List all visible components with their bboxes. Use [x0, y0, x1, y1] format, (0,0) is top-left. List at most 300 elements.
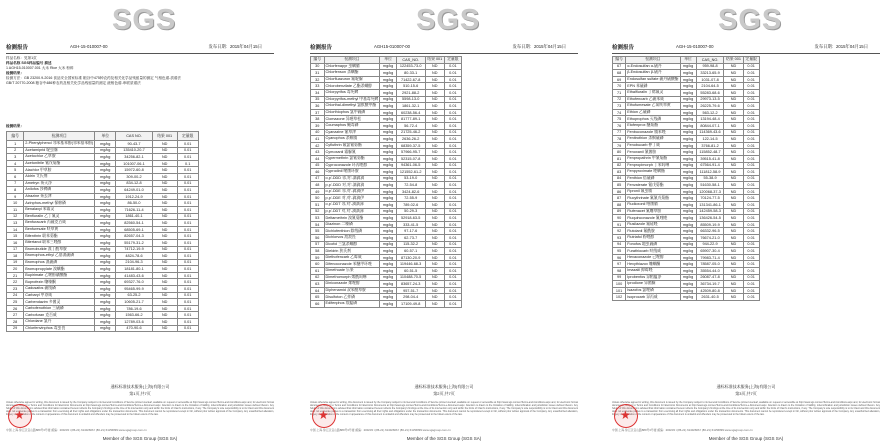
row-number: 25 [7, 299, 24, 306]
table-row [7, 312, 199, 319]
unit: mg/kg [95, 141, 116, 148]
row-number: 39 [311, 122, 325, 129]
table-row [311, 155, 462, 162]
analyte-name: Fludioxonil 咯菌腈 [626, 202, 680, 209]
row-number: 83 [613, 169, 626, 176]
table-row [613, 129, 760, 136]
limit-of-quantitation: 0.01 [743, 195, 759, 202]
col-header: 编号 [7, 132, 24, 141]
table-row [613, 83, 760, 90]
table-row [311, 300, 462, 307]
result-value: ND [724, 63, 743, 70]
table-row [7, 246, 199, 253]
table-row [613, 175, 760, 182]
result-value: ND [152, 213, 177, 220]
col-header: 编号 [311, 57, 325, 64]
cas-number: 12789-03-6 [116, 319, 152, 326]
result-value: ND [425, 175, 445, 182]
cas-number: 119446-68-3 [396, 261, 425, 268]
table-row [613, 70, 760, 77]
limit-of-quantitation: 0.01 [743, 274, 759, 281]
cas-number: 56-72-4 [396, 122, 425, 129]
cas-number: 41483-43-6 [116, 272, 152, 279]
cas-number: 79983-71-4 [696, 254, 724, 261]
row-number: 16 [7, 239, 24, 246]
table-row [7, 173, 199, 180]
result-value: ND [724, 103, 743, 110]
table-row [311, 76, 462, 83]
unit: mg/kg [680, 169, 696, 176]
report-title: 检测报告 [310, 45, 333, 51]
analyte-name: Chlordane 氯丹 [24, 319, 95, 326]
cas-number: 26225-79-6 [696, 103, 724, 110]
disclaimer-text: Unless otherwise agreed in writing, this document is issued by the Company subject to its General Conditions of Service printed overleaf, available on request or accessible at http://www.sgs.com/en/Terms-and-Conditions.aspx and, for electronic format documents, subject to Terms and Conditions for Electronic Documents at http://www.sgs.com/en/Terms-and-Conditions/Terms-e-Document.aspx. Attention is drawn to the limitation of liability, indemnification and jurisdiction issues defined therein. Any holder of this document is advised that information contained hereon reflects the Company's findings at the time of its intervention only and within the limits of Client's instructions, if any. The Company's sole responsibility is to its Client and this document does not exonerate parties to a transaction from exercising all their rights and obligations under the transaction documents. This document cannot be reproduced except in full, without prior written approval of the Company. Any unauthorized alteration, forgery or falsification of the content or appearance of this document is unlawful and offenders may be prosecuted to the fullest extent of the law. [6, 401, 274, 416]
result-value: ND [425, 248, 445, 255]
analyte-name: Bifenthrin 联苯菊酯 [24, 233, 95, 240]
cas-number: 55283-68-6 [696, 89, 724, 96]
table-row [613, 182, 760, 189]
cas-number: 17109-49-8 [396, 300, 425, 307]
result-value: ND [152, 266, 177, 273]
limit-of-quantitation: 0.01 [743, 76, 759, 83]
unit: mg/kg [680, 235, 696, 242]
table-row [613, 149, 760, 156]
analyte-name: 2-Phenylphenol 邻苯基苯酚(邻苯基苯酚) [25, 141, 94, 146]
table-row [7, 272, 199, 279]
analyte-name: Iprodione 异菌脲 [626, 281, 680, 288]
result-value: ND [724, 175, 743, 182]
table-row [311, 235, 462, 242]
sgs-logo: SGS [718, 4, 783, 36]
info-line: 样品名称：见第1页 [6, 56, 37, 60]
analyte-name: Diniconazole 烯唑醇 [324, 281, 380, 288]
analyte-name: Chlorfenson 杀螨酯 [324, 70, 380, 77]
row-number: 33 [311, 83, 325, 90]
cas-number: 1912-24-9 [116, 193, 152, 200]
table-row [311, 241, 462, 248]
result-value: ND [425, 76, 445, 83]
limit-of-quantitation: 0.1 [177, 160, 198, 167]
cas-number: 66332-96-5 [696, 228, 724, 235]
sgs-logo: SGS [112, 4, 177, 36]
analyte-name: Coumaphos 蝇毒磷 [324, 122, 380, 129]
row-number: 13 [7, 220, 24, 227]
unit: mg/kg [95, 233, 116, 240]
cas-number: 510-15-6 [396, 83, 425, 90]
unit: mg/kg [95, 325, 116, 332]
limit-of-quantitation: 0.01 [177, 319, 198, 326]
result-value: ND [425, 254, 445, 261]
row-number: 48 [311, 182, 325, 189]
unit: mg/kg [380, 235, 397, 242]
row-number: 44 [311, 155, 325, 162]
unit: mg/kg [95, 160, 116, 167]
analyte-name: Carbofuran 克百威 [24, 312, 95, 319]
row-number: 7 [7, 180, 24, 187]
unit: mg/kg [680, 122, 696, 129]
result-value: ND [425, 122, 445, 129]
result-value: ND [724, 89, 743, 96]
limit-of-quantitation: 0.01 [177, 286, 198, 293]
result-value: ND [152, 220, 177, 227]
unit: mg/kg [680, 96, 696, 103]
analyte-name: Hexaconazole 己唑醇 [626, 254, 680, 261]
col-header: CAS_NO. [696, 57, 724, 64]
analyte-name: Anilofos 莎稗磷 [24, 187, 95, 194]
report-number: AGH15-010007-00 [374, 44, 411, 49]
analyte-name: Fenpropimorph 丁苯吗啉 [626, 162, 680, 169]
info-line: 样品名称 SGS样品编号 描述 [6, 61, 52, 65]
row-number: 99 [613, 274, 626, 281]
unit: mg/kg [95, 200, 116, 207]
unit: mg/kg [680, 208, 696, 215]
unit: mg/kg [95, 147, 116, 154]
row-number: 14 [7, 226, 24, 233]
analyte-name: Diazinon 二嗪磷 [324, 221, 380, 228]
table-row [311, 122, 462, 129]
unit: mg/kg [380, 149, 397, 156]
result-value: ND [425, 103, 445, 110]
result-value: ND [724, 136, 743, 143]
cas-number: 15972-60-8 [116, 167, 152, 174]
analyte-name: Aldrin 艾氏剂 [24, 173, 95, 180]
result-value: ND [724, 182, 743, 189]
unit: mg/kg [95, 272, 116, 279]
table-row [613, 202, 760, 209]
row-number: 37 [311, 109, 325, 116]
result-value: ND [724, 109, 743, 116]
limit-of-quantitation: 0.01 [445, 248, 462, 255]
row-number: 94 [613, 241, 626, 248]
analyte-name: Hexythiazox 噻螨酮 [626, 261, 680, 268]
report-date: 发布日期：2015年04月15日 [814, 44, 868, 49]
limit-of-quantitation: 0.01 [743, 129, 759, 136]
cas-number: 2104-64-5 [696, 83, 724, 90]
unit: mg/kg [380, 228, 397, 235]
row-number: 34 [311, 89, 325, 96]
table-row [311, 70, 462, 77]
result-value: ND [724, 294, 743, 301]
table-row [7, 200, 199, 207]
unit: mg/kg [680, 228, 696, 235]
limit-of-quantitation: 0.01 [445, 96, 462, 103]
limit-of-quantitation: 0.01 [177, 187, 198, 194]
table-row [7, 180, 199, 187]
result-value: ND [152, 180, 177, 187]
analyte-name: Fenobucarb 仲丁威 [626, 142, 680, 149]
table-row [311, 248, 462, 255]
col-header: 结果 001 [724, 57, 743, 64]
analyte-name: Dichlofenthion 除线磷 [324, 228, 380, 235]
cas-number: 1861-32-1 [396, 103, 425, 110]
analyte-name: Bromobutide 溴丁酰草胺 [24, 246, 95, 253]
row-number: 69 [613, 76, 626, 83]
header-rule [6, 53, 274, 54]
unit: mg/kg [380, 215, 397, 222]
row-number: 80 [613, 149, 626, 156]
result-value: ND [724, 195, 743, 202]
cas-number: 298-04-4 [396, 294, 425, 301]
analyte-name: α-Endosulfan α-硫丹 [626, 63, 680, 70]
col-header: CAS NO. [116, 132, 152, 141]
table-row [613, 63, 760, 70]
unit: mg/kg [380, 248, 397, 255]
limit-of-quantitation: 0.01 [177, 272, 198, 279]
analyte-name: Benfuracarb 丙硫克百威 [24, 220, 95, 227]
limit-of-quantitation: 0.01 [743, 70, 759, 77]
row-number: 85 [613, 182, 626, 189]
row-number: 76 [613, 122, 626, 129]
row-number: 40 [311, 129, 325, 136]
star-icon: ★ [318, 408, 329, 422]
cas-number: 80-33-1 [396, 70, 425, 77]
col-header: 结果 001 [425, 57, 445, 64]
cas-number: 86-50-0 [116, 200, 152, 207]
cas-number: 2636-26-2 [396, 136, 425, 143]
col-header: 检测项目 [324, 57, 380, 64]
analyte-name: Cyanazine 氰草津 [324, 129, 380, 136]
info-line: GB/T 20770-2008 粮谷中486种农药及相关化学品残留量的测定 液相色谱-串联质谱法 [6, 81, 141, 85]
unit: mg/kg [680, 281, 696, 288]
row-number: 9 [7, 193, 24, 200]
analyte-name: Atrazine 莠去津 [24, 193, 95, 200]
result-value: ND [724, 208, 743, 215]
limit-of-quantitation: 0.01 [445, 294, 462, 301]
limit-of-quantitation: 0.01 [743, 109, 759, 116]
limit-of-quantitation: 0.01 [177, 292, 198, 299]
row-number: 50 [311, 195, 325, 202]
table-row [311, 188, 462, 195]
result-value: ND [724, 268, 743, 275]
limit-of-quantitation: 0.01 [445, 241, 462, 248]
row-number: 96 [613, 254, 626, 261]
table-row [7, 266, 199, 273]
analyte-name: Fluquinconazole 氟喹唑 [626, 215, 680, 222]
table-row [7, 233, 199, 240]
row-number: 45 [311, 162, 325, 169]
limit-of-quantitation: 0.01 [445, 195, 462, 202]
result-value: ND [425, 241, 445, 248]
report-header [6, 43, 274, 51]
limit-of-quantitation: 0.01 [743, 287, 759, 294]
row-number: 53 [311, 215, 325, 222]
unit: mg/kg [95, 299, 116, 306]
row-number: 54 [311, 221, 325, 228]
table-row [311, 129, 462, 136]
limit-of-quantitation: 0.01 [177, 246, 198, 253]
analyte-name: Cyproconazole 环丙唑醇 [324, 162, 380, 169]
unit: mg/kg [380, 116, 397, 123]
cas-number: 62-73-7 [396, 235, 425, 242]
unit: mg/kg [680, 109, 696, 116]
cas-number: 13194-48-4 [696, 116, 724, 123]
row-number: 87 [613, 195, 626, 202]
unit: mg/kg [95, 319, 116, 326]
table-row [7, 187, 199, 194]
limit-of-quantitation: 0.01 [445, 103, 462, 110]
unit: mg/kg [380, 182, 397, 189]
result-value: ND [724, 129, 743, 136]
results-table [6, 131, 199, 332]
table-row [311, 254, 462, 261]
limit-of-quantitation: 0.01 [445, 136, 462, 143]
report-page-1 [2, 0, 278, 441]
member-line: Member of the SGS Group (SGS SA) [102, 436, 178, 441]
cas-number: 70124-77-5 [696, 195, 724, 202]
analyte-name: o,p'-DDT 邻,对'-滴滴涕 [324, 202, 380, 209]
analyte-name: EPN 苯硫磷 [626, 83, 680, 90]
report-title: 检测报告 [612, 45, 635, 51]
red-seal-stamp [8, 404, 32, 428]
unit: mg/kg [380, 96, 397, 103]
cas-number: 563-12-2 [696, 109, 724, 116]
result-value: ND [152, 233, 177, 240]
row-number: 68 [613, 70, 626, 77]
row-number: 62 [311, 274, 325, 281]
row-number: 30 [311, 63, 325, 70]
limit-of-quantitation: 0.01 [743, 294, 759, 301]
row-number: 36 [311, 103, 325, 110]
table-row [7, 206, 199, 213]
row-number: 63 [311, 281, 325, 288]
limit-of-quantitation: 0.01 [177, 220, 198, 227]
limit-of-quantitation: 0.01 [445, 202, 462, 209]
result-value: ND [152, 292, 177, 299]
analyte-name: Acetamiprid 啶虫脒 [24, 147, 95, 154]
table-row [613, 241, 760, 248]
cas-number: 33213-65-9 [696, 70, 724, 77]
unit: mg/kg [380, 268, 397, 275]
report-header [310, 43, 578, 51]
table-row [7, 279, 199, 286]
analyte-name: Carbendazim 多菌灵 [24, 299, 95, 306]
analyte-name: Cymoxanil 霜脲氰 [324, 149, 380, 156]
red-seal-stamp [312, 404, 336, 428]
table-row [7, 259, 199, 266]
analyte-name: Chlorpyrifos-methyl 甲基毒死蜱 [325, 96, 379, 101]
col-header: 定量限 [177, 132, 198, 141]
row-number: 23 [7, 286, 24, 293]
result-value: ND [425, 235, 445, 242]
limit-of-quantitation: 0.01 [445, 235, 462, 242]
analyte-name: Cypermethrin 氯氰菊酯 [324, 155, 380, 162]
limit-of-quantitation: 0.01 [743, 96, 759, 103]
unit: mg/kg [380, 129, 397, 136]
analyte-name: Fenbuconazole 腈苯唑 [626, 129, 680, 136]
analyte-name: Azinphos-methyl 保棉磷 [24, 200, 95, 207]
result-value: ND [425, 300, 445, 307]
table-row [7, 299, 199, 306]
unit: mg/kg [95, 173, 116, 180]
limit-of-quantitation: 0.01 [743, 175, 759, 182]
cas-number: 71626-11-4 [116, 206, 152, 213]
cas-number: 82657-04-3 [116, 233, 152, 240]
results-label: 检测结果： [6, 124, 24, 128]
unit: mg/kg [680, 254, 696, 261]
table-row [7, 253, 199, 260]
unit: mg/kg [680, 268, 696, 275]
row-number: 43 [311, 149, 325, 156]
row-number: 17 [7, 246, 24, 253]
result-value: ND [152, 141, 177, 148]
limit-of-quantitation: 0.01 [445, 182, 462, 189]
unit: mg/kg [95, 286, 116, 293]
analyte-name: Diethofencarb 乙霉威 [324, 254, 380, 261]
result-value: ND [724, 235, 743, 242]
page-label: 第2页,共7页 [433, 391, 455, 396]
row-number: 90 [613, 215, 626, 222]
row-number: 88 [613, 202, 626, 209]
table-row [613, 103, 760, 110]
table-row [613, 155, 760, 162]
row-number: 31 [311, 70, 325, 77]
result-value: ND [724, 248, 743, 255]
analyte-name: Ethofencarb 乙硫苯威 [626, 96, 680, 103]
table-row [311, 103, 462, 110]
limit-of-quantitation: 0.01 [743, 83, 759, 90]
limit-of-quantitation: 0.01 [743, 221, 759, 228]
limit-of-quantitation: 0.01 [177, 266, 198, 273]
result-value: ND [724, 188, 743, 195]
cas-number: 82560-54-1 [116, 220, 152, 227]
report-number: AGH-15-010007-00 [70, 44, 108, 49]
cas-number: 51630-58-1 [696, 182, 724, 189]
analyte-name: Cyanophos 杀螟腈 [324, 136, 380, 143]
table-header-row [7, 132, 199, 141]
limit-of-quantitation: 0.01 [445, 142, 462, 149]
unit: mg/kg [95, 312, 116, 319]
red-seal-stamp [614, 404, 638, 428]
table-header-row [311, 57, 462, 64]
cas-number: 959-98-8 [696, 63, 724, 70]
address-line: 中国·上海·徐汇区宜山路889号3号楼 邮编：200233 t (86-21) 61402666 f (86-21) 61156899 www.sgsgroup.com.cn [612, 428, 753, 432]
result-value: ND [425, 136, 445, 143]
row-number: 61 [311, 268, 325, 275]
analyte-name: Ametryn 莠灭净 [24, 180, 95, 187]
row-number: 38 [311, 116, 325, 123]
row-number: 12 [7, 213, 24, 220]
table-row [613, 268, 760, 275]
table-row [311, 96, 462, 103]
cas-number: 122453-73-0 [396, 63, 425, 70]
disclaimer-text: Unless otherwise agreed in writing, this document is issued by the Company subject to its General Conditions of Service printed overleaf, available on request or accessible at http://www.sgs.com/en/Terms-and-Conditions.aspx and, for electronic format documents, subject to Terms and Conditions for Electronic Documents at http://www.sgs.com/en/Terms-and-Conditions/Terms-e-Document.aspx. Attention is drawn to the limitation of liability, indemnification and jurisdiction issues defined therein. Any holder of this document is advised that information contained hereon reflects the Company's findings at the time of its intervention only and within the limits of Client's instructions, if any. The Company's sole responsibility is to its Client and this document does not exonerate parties to a transaction from exercising all their rights and obligations under the transaction documents. This document cannot be reproduced except in full, without prior written approval of the Company. Any unauthorized alteration, forgery or falsification of the content or appearance of this document is unlawful and offenders may be prosecuted to the fullest extent of the law. [612, 401, 880, 416]
unit: mg/kg [380, 76, 397, 83]
row-number: 8 [7, 187, 24, 194]
result-value: ND [152, 167, 177, 174]
unit: mg/kg [380, 241, 397, 248]
analyte-name: Dichlorvos 敌敌畏 [324, 235, 380, 242]
table-row [311, 83, 462, 90]
limit-of-quantitation: 0.01 [743, 169, 759, 176]
row-number: 42 [311, 142, 325, 149]
analyte-name: Benalaxyl 苯霜灵 [24, 206, 95, 213]
table-row [311, 182, 462, 189]
row-number: 55 [311, 228, 325, 235]
analyte-name: Ethalfluralin 丁烯氟灵 [626, 89, 680, 96]
table-row [311, 287, 462, 294]
analyte-name: Imazalil 抑霉唑 [626, 268, 680, 275]
result-value: ND [724, 155, 743, 162]
limit-of-quantitation: 0.01 [743, 208, 759, 215]
table-row [7, 220, 199, 227]
result-value: ND [724, 76, 743, 83]
table-row [311, 142, 462, 149]
unit: mg/kg [95, 226, 116, 233]
unit: mg/kg [95, 213, 116, 220]
row-number: 100 [613, 281, 626, 288]
cas-number: 36734-19-7 [696, 281, 724, 288]
info-line: 检测方法：GB 23200.9-2016 食品安全国家标准 粮谷中475种农药及相关化学品残留量的测定 气相色谱-质谱法 [6, 76, 182, 80]
